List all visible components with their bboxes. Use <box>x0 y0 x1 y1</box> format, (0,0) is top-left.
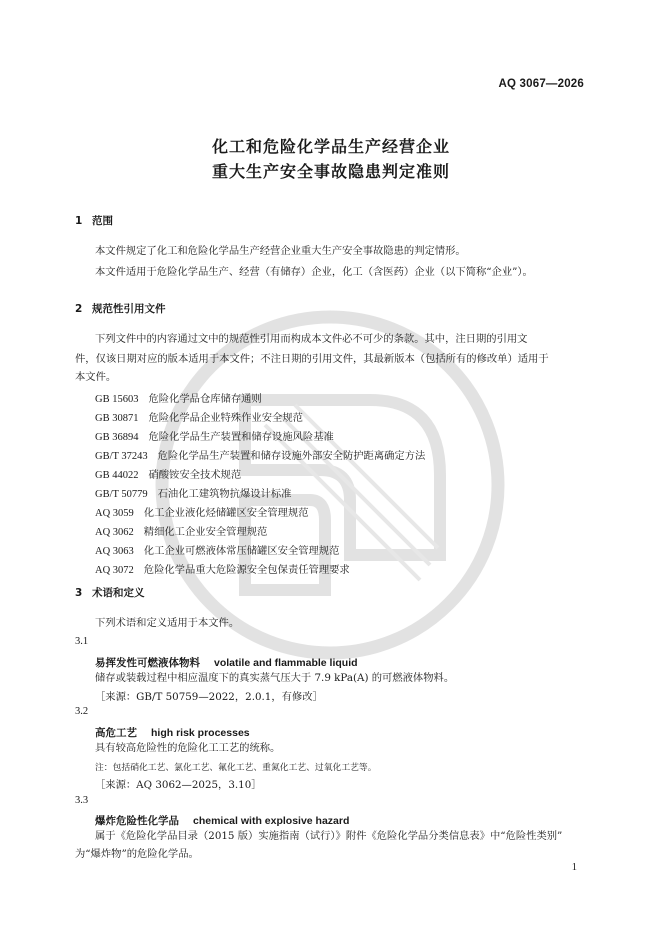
reference-item <box>95 504 309 519</box>
reference-code: AQ 3059 <box>95 508 134 519</box>
section-3-heading <box>75 585 145 600</box>
document-title-line-2: 重大生产安全事故隐患判定准则 <box>211 162 450 181</box>
reference-code: GB 44022 <box>95 470 139 481</box>
reference-code: GB 15603 <box>95 394 139 405</box>
paragraph: 本文件适用于危险化学品生产、经营（有储存）企业，化工（含医药）企业（以下简称“企业”）。 <box>95 266 533 278</box>
section-number: 3 <box>75 587 83 599</box>
reference-item <box>95 390 262 405</box>
reference-title: 石油化工建筑物抗爆设计标准 <box>157 488 292 500</box>
term-number: 3.3 <box>75 795 89 806</box>
section-title: 术语和定义 <box>92 587 145 599</box>
term-english: volatile and flammable liquid <box>214 657 358 669</box>
term-heading <box>95 813 349 828</box>
term-number: 3.2 <box>75 706 89 717</box>
reference-item <box>95 523 267 538</box>
reference-title: 化工企业可燃液体常压储罐区安全管理规范 <box>143 545 340 557</box>
section-number: 1 <box>75 215 83 227</box>
reference-title: 危险化学品仓库储存通则 <box>148 393 262 405</box>
reference-code: AQ 3063 <box>95 546 134 557</box>
paragraph: 下列术语和定义适用于本文件。 <box>95 617 240 629</box>
reference-item <box>95 542 339 557</box>
term-number: 3.1 <box>75 636 89 647</box>
section-title: 规范性引用文件 <box>92 303 166 315</box>
term-chinese: 爆炸危险性化学品 <box>95 815 179 827</box>
paragraph: 下列文件中的内容通过文中的规范性引用而构成本文件必不可少的条款。其中，注日期的引用文 <box>95 333 528 345</box>
term-source: ［来源：GB/T 50759—2022，2.0.1，有修改］ <box>95 691 323 703</box>
term-note: 注：包括硝化工艺、氯化工艺、氟化工艺、重氮化工艺、过氧化工艺等。 <box>95 763 377 773</box>
document-title-line-1: 化工和危险化学品生产经营企业 <box>211 137 450 156</box>
reference-code: GB 30871 <box>95 413 139 424</box>
reference-title: 危险化学品重大危险源安全包保责任管理要求 <box>143 564 350 576</box>
paragraph: 本文件规定了化工和危险化学品生产经营企业重大生产安全事故隐患的判定情形。 <box>95 245 466 257</box>
section-number: 2 <box>75 303 83 315</box>
reference-item <box>95 561 350 576</box>
reference-code: GB 36894 <box>95 432 139 443</box>
term-definition: 属于《危险化学品目录（2015 版）实施指南（试行）》附件《危险化学品分类信息表》中“危险性类别” <box>95 830 563 842</box>
reference-code: GB/T 50779 <box>95 489 148 500</box>
term-definition: 具有较高危险性的危险化工工艺的统称。 <box>95 742 281 754</box>
page-number: 1 <box>571 862 577 873</box>
term-definition: 为“爆炸物”的危险化学品。 <box>75 848 199 860</box>
reference-title: 危险化学品生产装置和储存设施外部安全防护距离确定方法 <box>157 450 426 462</box>
reference-code: GB/T 37243 <box>95 451 148 462</box>
reference-item <box>95 447 425 462</box>
reference-title: 危险化学品生产装置和储存设施风险基准 <box>148 431 334 443</box>
paragraph: 件，仅该日期对应的版本适用于本文件；不注日期的引用文件，其最新版本（包括所有的修改单）适用于 <box>75 353 549 365</box>
term-chinese: 易挥发性可燃液体物料 <box>95 657 200 669</box>
term-heading <box>95 725 250 740</box>
reference-item <box>95 409 303 424</box>
term-chinese: 高危工艺 <box>95 727 137 739</box>
document-number: AQ 3067—2026 <box>498 78 584 90</box>
section-title: 范围 <box>92 215 113 227</box>
reference-title: 化工企业液化烃储罐区安全管理规范 <box>143 507 309 519</box>
paragraph: 本文件。 <box>75 371 117 383</box>
term-english: chemical with explosive hazard <box>193 815 350 827</box>
reference-title: 硝酸铵安全技术规范 <box>148 469 242 481</box>
reference-code: AQ 3072 <box>95 565 134 576</box>
reference-title: 危险化学品企业特殊作业安全规范 <box>148 412 303 424</box>
reference-item <box>95 428 334 443</box>
term-definition: 储存或装载过程中相应温度下的真实蒸气压大于 7.9 kPa(A) 的可燃液体物料。 <box>95 672 455 684</box>
term-heading <box>95 655 358 670</box>
reference-code: AQ 3062 <box>95 527 134 538</box>
reference-item <box>95 466 241 481</box>
term-english: high risk processes <box>151 727 250 739</box>
section-2-heading <box>75 301 166 316</box>
section-1-heading <box>75 213 113 228</box>
reference-item <box>95 485 291 500</box>
term-source: ［来源：AQ 3062—2025，3.10］ <box>95 779 262 791</box>
reference-title: 精细化工企业安全管理规范 <box>143 526 268 538</box>
